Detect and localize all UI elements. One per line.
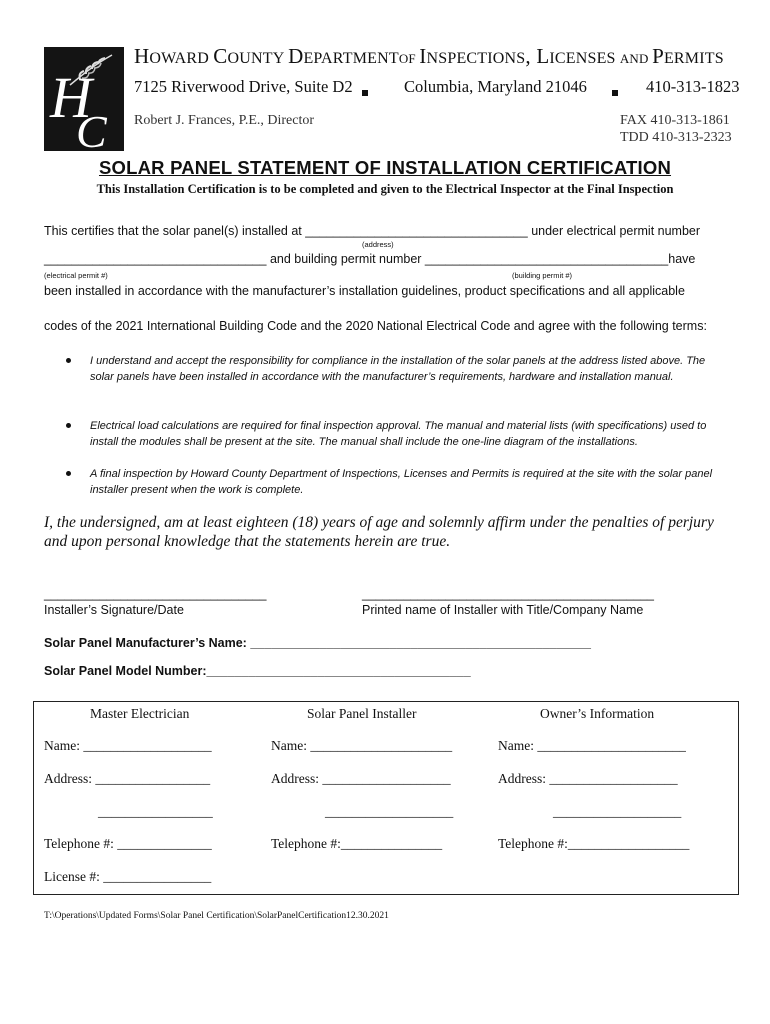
master-telephone-field[interactable]: Telephone #: ______________ [44,836,212,851]
tdd-number: TDD 410-313-2323 [620,130,732,145]
manufacturer-label: Solar Panel Manufacturer’s Name: [44,636,247,650]
bullet-icon [66,471,71,476]
cert-text-building-permit: and building permit number [269,252,422,266]
contact-info-table [33,701,739,895]
separator-square-icon [612,83,618,101]
main-phone: 410-313-1823 [646,77,740,96]
owner-name-field[interactable]: Name: ______________________ [498,738,686,753]
cert-line-4: codes of the 2021 International Building Code and the 2020 National Electrical Code and agree with the following terms: [44,319,707,333]
department-name-part: ERMITS [663,50,724,67]
address-caption: (address) [362,240,394,249]
hc-logo [44,47,124,151]
cert-text-electrical-permit: under electrical permit number [531,224,701,238]
installer-name-field[interactable]: Name: _____________________ [271,738,453,753]
installer-telephone-field[interactable]: Telephone #:_______________ [271,836,443,851]
department-name-part: ICENSES [549,50,620,67]
printed-name-label: Printed name of Installer with Title/Company Name [362,603,644,617]
logo-letter-h: H [50,65,86,130]
installer-signature-field[interactable]: ________________________________ [44,587,267,601]
master-address-field[interactable]: Address: _________________ [44,771,211,786]
department-name-part: OF [398,51,420,66]
department-name-part: OWARD [149,50,214,67]
building-permit-caption: (building permit #) [512,271,573,280]
form-title: SOLAR PANEL STATEMENT OF INSTALLATION CERTIFICATION [98,157,672,178]
city-address: Columbia, Maryland 21046 [404,77,587,96]
column-header-owner: Owner’s Information [540,706,655,721]
cert-line-3: been installed in accordance with the manufacturer’s installation guidelines, product specifications and all applicable [44,284,685,298]
printed-name-field[interactable]: __________________________________________ [362,587,654,601]
master-name-field[interactable]: Name: ___________________ [44,738,212,753]
building-permit-field[interactable]: ___________________________________ [424,252,669,266]
master-license-field[interactable]: License #: ________________ [44,869,212,884]
master-address-line2-field[interactable]: _________________ [98,804,213,819]
form-subtitle: This Installation Certification is to be completed and given to the Electrical Inspector at the Final Inspection [96,182,674,196]
installer-address-field[interactable]: Address: ___________________ [271,771,451,786]
model-field[interactable]: ______________________________________ [206,664,471,678]
bullet-icon [66,423,71,428]
electrical-permit-field[interactable]: ________________________________ [44,252,267,266]
department-name-part: H [134,44,150,68]
term-item: Electrical load calculations are required for final inspection approval. The manual and material lists (with specifications) used to install the modules shall be present at the site. The manual shall include the one-line diagram of the installations. [90,420,707,448]
separator-square-icon [362,83,368,101]
cert-line-1 [44,224,700,238]
department-name-part: , [525,44,537,68]
department-name-part: AND [619,51,653,66]
department-name-part: OUNTY [227,50,289,67]
department-name-part: EPARTMENT [303,50,399,67]
model-label: Solar Panel Model Number: [44,664,207,678]
term-item: I understand and accept the responsibility for compliance in the installation of the solar panels at the address listed above. The solar panels have been installed in accordance with the manufacturer’s requirements, hardware and installation manual. [90,355,706,383]
department-name-part: I [419,44,427,68]
owner-telephone-field[interactable]: Telephone #:__________________ [498,836,690,851]
installer-signature-label: Installer’s Signature/Date [44,603,184,617]
column-header-solar-installer: Solar Panel Installer [307,706,417,721]
street-address: 7125 Riverwood Drive, Suite D2 [134,77,353,96]
address-field[interactable]: ________________________________ [305,224,528,238]
manufacturer-field[interactable]: _________________________________________________ [250,636,591,650]
department-name-part: D [288,44,304,68]
footer-file-path: T:\Operations\Updated Forms\Solar Panel Certification\SolarPanelCertification12.30.2021 [44,911,389,921]
department-name-part: L [536,44,550,68]
electrical-permit-caption: (electrical permit #) [44,271,108,280]
owner-address-line2-field[interactable]: ___________________ [553,804,682,819]
department-name-part: C [213,44,228,68]
bullet-icon [66,358,71,363]
affirmation-statement: I, the undersigned, am at least eighteen (18) years of age and solemnly affirm under the penalties of perjury and upon personal knowledge that the statements herein are true. [44,514,714,550]
manufacturer-row [44,636,591,650]
department-name-part: P [652,44,664,68]
model-row [44,664,471,678]
column-header-master-electrician: Master Electrician [90,706,190,721]
cert-text-installed-at: This certifies that the solar panel(s) installed at [44,224,302,238]
installer-address-line2-field[interactable]: ___________________ [325,804,454,819]
cert-line-2 [44,252,695,266]
department-name [134,44,724,69]
director-name: Robert J. Frances, P.E., Director [134,113,315,128]
logo-letter-c: C [76,106,107,151]
fax-number: FAX 410-313-1861 [620,113,730,128]
owner-address-field[interactable]: Address: ___________________ [498,771,678,786]
department-name-part: NSPECTIONS [426,50,526,67]
term-item: A final inspection by Howard County Department of Inspections, Licenses and Permits is required at the site with the solar panel installer present when the work is complete. [90,468,713,496]
cert-text-have: have [668,252,696,266]
